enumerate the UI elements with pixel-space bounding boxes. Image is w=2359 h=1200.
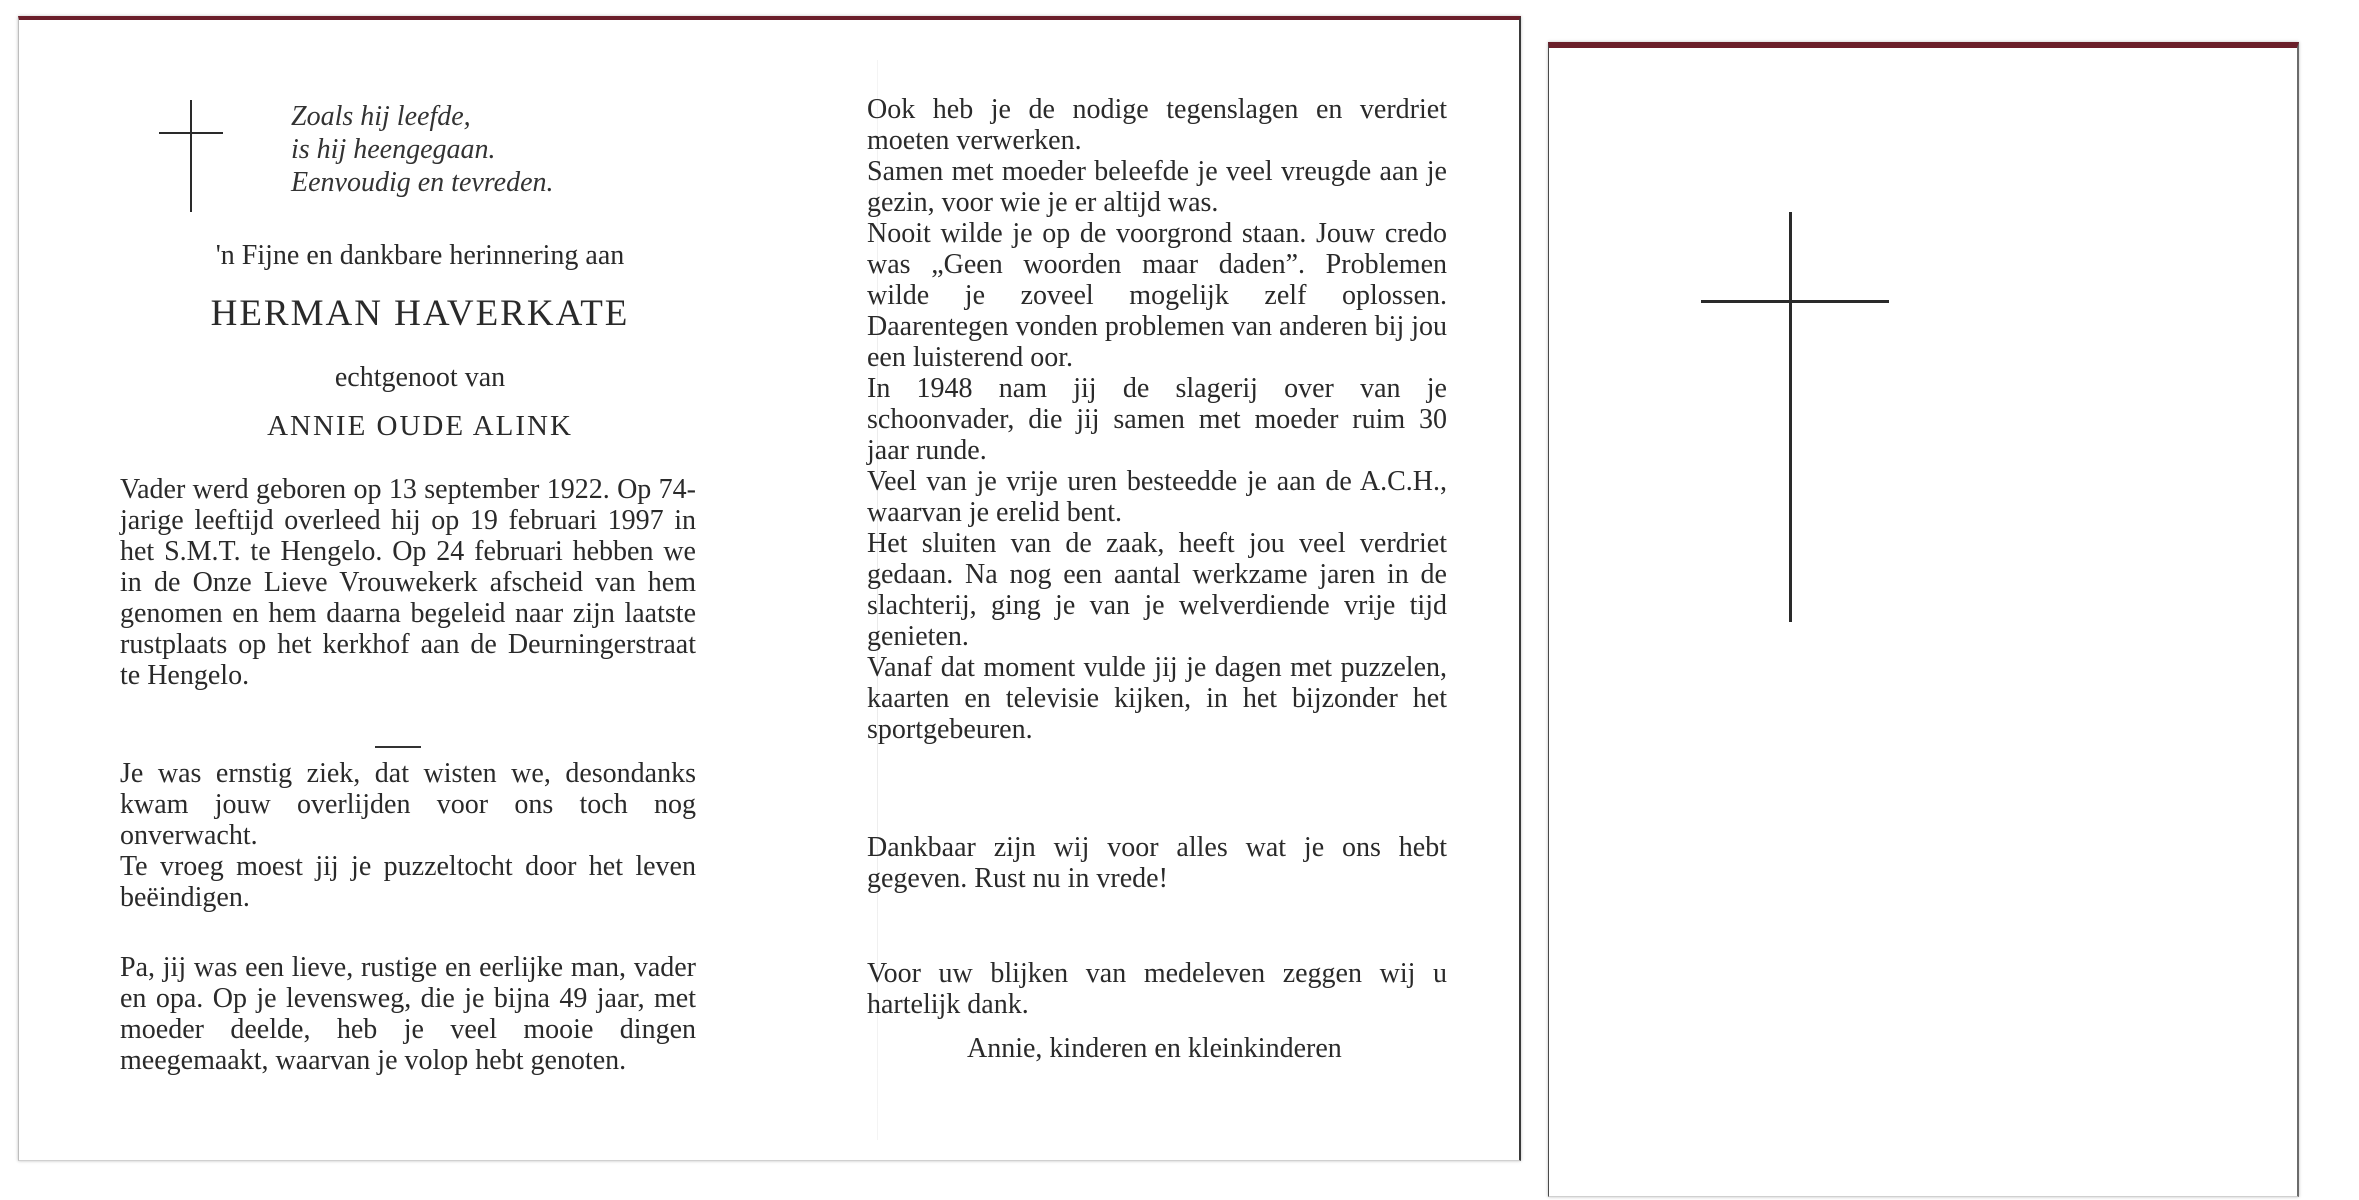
motto-line: Eenvoudig en tevreden. xyxy=(291,167,554,198)
cross-icon xyxy=(159,100,223,212)
life-story-paragraphs xyxy=(867,94,1447,745)
spouse-name: ANNIE OUDE ALINK xyxy=(267,410,573,442)
biography-paragraph xyxy=(120,474,696,691)
father-paragraph xyxy=(120,952,696,1076)
memorial-card-inner xyxy=(18,16,1521,1161)
life-story-text: Vanaf dat moment vulde jij je dagen met puzzelen, kaarten en televisie kijken, in het bijzonder het sportgebeuren. xyxy=(867,652,1447,745)
illness-text: Je was ernstig ziek, dat wisten we, desondanks kwam jouw overlijden voor ons toch nog onverwacht. xyxy=(120,758,696,851)
thanks-text: Dankbaar zijn wij voor alles wat je ons hebt gegeven. Rust nu in vrede! xyxy=(867,832,1447,894)
motto xyxy=(291,100,554,199)
life-story-text: Ook heb je de nodige tegenslagen en verdriet moeten verwerken. xyxy=(867,94,1447,156)
life-story-text: Het sluiten van de zaak, heeft jou veel verdriet gedaan. Na nog een aantal werkzame jaren in de slachterij, ging je van je welverdiende vrije tijd genieten. xyxy=(867,528,1447,652)
spouse-label: echtgenoot van xyxy=(334,362,506,393)
life-story-text: Nooit wilde je op de voorgrond staan. Jouw credo was „Geen woorden maar daden”. Problemen wilde je zoveel mogelijk zelf oplossen. Daarentegen vonden problemen van anderen bij jou een luisterend oor. xyxy=(867,218,1448,373)
intro-line: 'n Fijne en dankbare herinnering aan xyxy=(215,240,625,271)
deceased-name: HERMAN HAVERKATE xyxy=(210,293,630,334)
thanks-paragraph xyxy=(867,832,1447,894)
biography-text: Vader werd geboren op 13 september 1922. Op 74-jarige leeftijd overleed hij op 19 februari 1997 in het S.M.T. te Hengelo. Op 24 februari hebben we in de Onze Lieve Vrouwekerk afscheid van hem genomen en hem daarna begeleid naar zijn laatste rustplaats op het kerkhof aan de Deurningerstraat te Hengelo. xyxy=(120,474,696,691)
life-story-text: In 1948 nam jij de slagerij over van je schoonvader, die jij samen met moeder ruim 30 jaar runde. xyxy=(867,373,1447,466)
acknowledgement-text: Voor uw blijken van medeleven zeggen wij u hartelijk dank. xyxy=(867,958,1447,1020)
father-text: Pa, jij was een lieve, rustige en eerlijke man, vader en opa. Op je levensweg, die je bijna 49 jaar, met moeder deelde, heb je veel mooie dingen meegemaakt, waarvan je volop hebt genoten. xyxy=(120,952,696,1076)
divider xyxy=(375,746,421,748)
illness-paragraph xyxy=(120,758,696,913)
cross-icon xyxy=(1701,212,1889,622)
life-story-text: Samen met moeder beleefde je veel vreugde aan je gezin, voor wie je er altijd was. xyxy=(867,156,1447,218)
motto-line: is hij heengegaan. xyxy=(291,134,496,165)
acknowledgement-paragraph xyxy=(867,958,1447,1020)
signature: Annie, kinderen en kleinkinderen xyxy=(967,1033,1342,1064)
motto-line: Zoals hij leefde, xyxy=(291,101,471,132)
life-story-text: Veel van je vrije uren besteedde je aan de A.C.H., waarvan je erelid bent. xyxy=(867,466,1447,528)
illness-text: Te vroeg moest jij je puzzeltocht door het leven beëindigen. xyxy=(120,851,696,913)
memorial-card-cover xyxy=(1548,42,2299,1197)
